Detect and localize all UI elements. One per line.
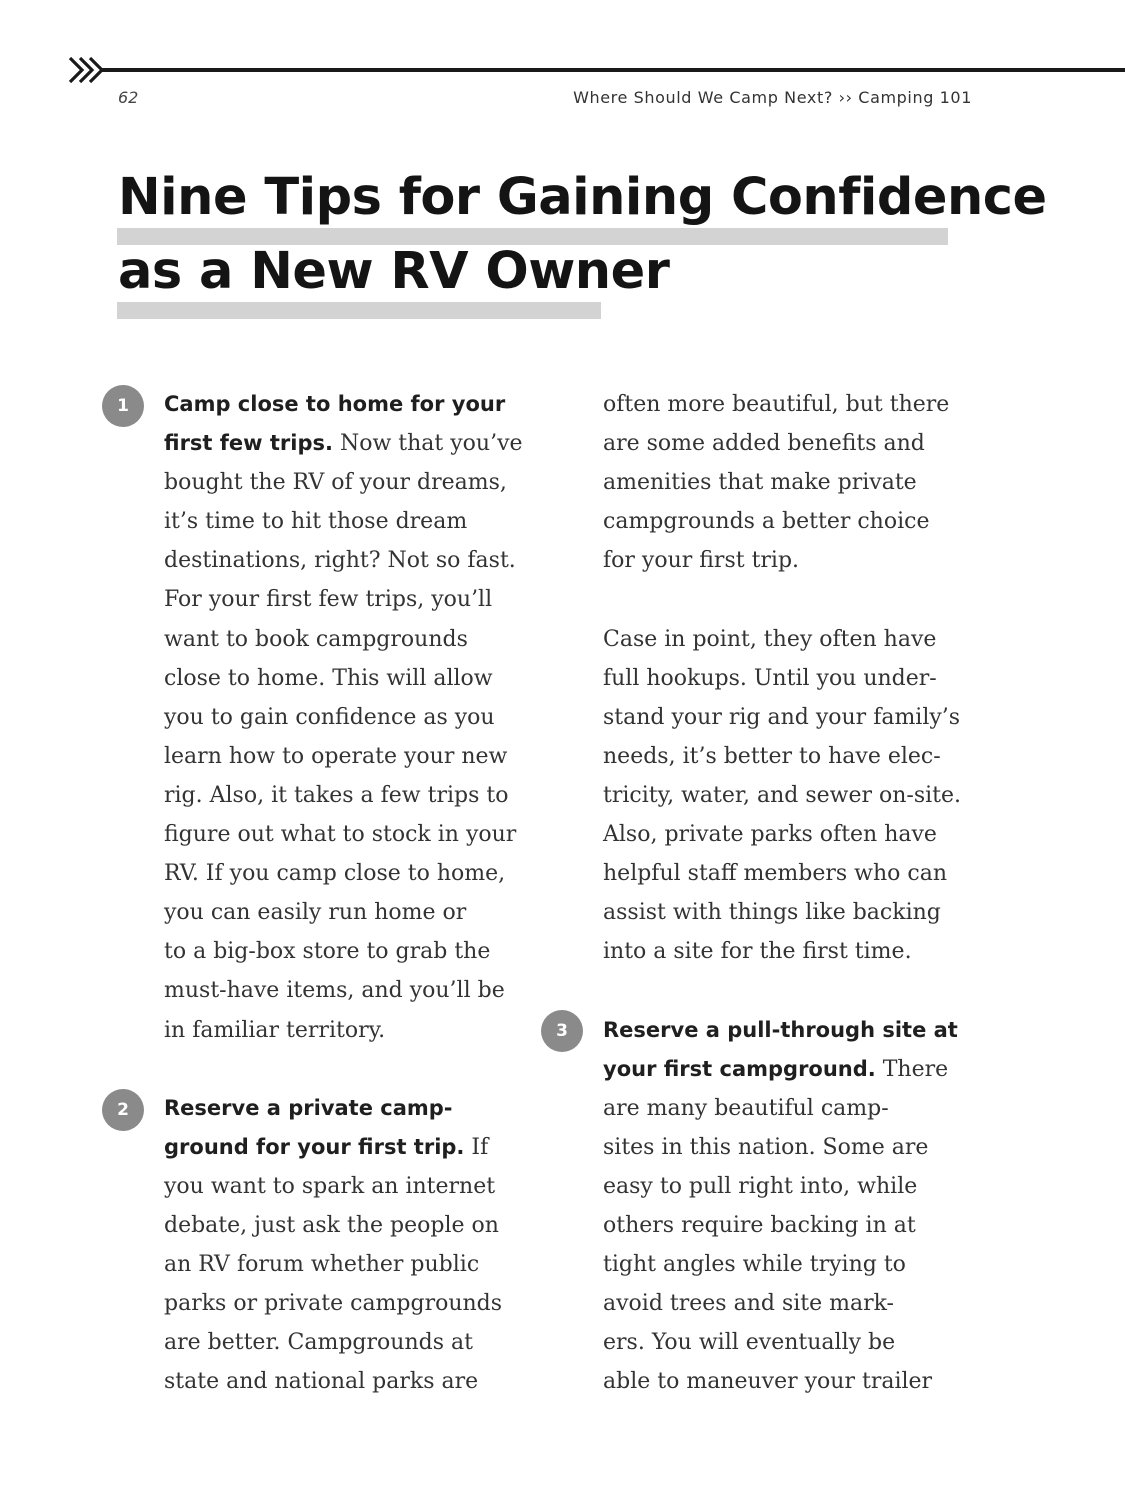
text-line: you to gain confidence as you [164,704,495,730]
page-number: 62 [118,88,139,107]
text-line: stand your rig and your family’s [603,704,961,730]
tip-heading: Reserve a pull-through site at [603,1017,958,1042]
tip-heading: Camp close to home for your [164,392,506,416]
arrow-fletching-icon [68,56,108,84]
body-text: If [464,1134,489,1160]
text-line: in familiar territory. [164,1017,386,1043]
text-line: learn how to operate your new [164,743,508,769]
text-line: tricity, water, and sewer on-site. [603,782,962,808]
tip-number-badge-3: 3 [541,1010,583,1052]
body-text: Now that you’ve [332,431,523,457]
text-line: amenities that make private [603,470,917,496]
text-line: are many beautiful camp- [603,1095,889,1121]
paragraph-gap [164,1050,536,1089]
tip-heading: your first campground. [603,1056,876,1081]
page-title-line-2: as a New RV Owner [118,242,670,301]
page-title-line-1: Nine Tips for Gaining Confidence [118,168,1047,227]
text-line: sites in this nation. Some are [603,1134,929,1160]
text-line: rig. Also, it takes a few trips to [164,782,509,808]
text-line: close to home. This will allow [164,665,493,691]
paragraph-gap [603,971,983,1010]
text-line: tight angles while trying to [603,1252,906,1278]
text-line: figure out what to stock in your [164,822,517,848]
text-line [164,424,536,463]
text-line: want to book campgrounds [164,626,468,652]
text-line: For your first few trips, you’ll [164,587,493,613]
text-line: for your first trip. [603,548,800,574]
text-line: full hookups. Until you under- [603,665,937,691]
text-line [164,1089,536,1128]
tip-heading: Reserve a private camp- [164,1095,453,1120]
text-line: must-have items, and you’ll be [164,978,505,1004]
text-line: are some added benefits and [603,431,925,457]
tip-heading: ground for your first trip. [164,1134,465,1159]
text-line: ers. You will eventually be [603,1330,896,1356]
title-highlight-2 [117,302,601,319]
text-line: to a big-box store to grab the [164,939,491,965]
text-line: into a site for the first time. [603,939,912,965]
text-line: destinations, right? Not so fast. [164,548,516,574]
text-line: assist with things like backing [603,900,941,926]
text-line: an RV forum whether public [164,1252,480,1278]
text-line: debate, just ask the people on [164,1212,499,1238]
text-line [164,1128,536,1167]
text-line [164,385,536,424]
text-line: it’s time to hit those dream [164,509,468,535]
text-line: helpful staff members who can [603,861,948,887]
text-column-left [164,385,536,1401]
text-line: you can easily run home or [164,900,467,926]
text-line: Case in point, they often have [603,626,937,652]
text-line: parks or private campgrounds [164,1291,503,1317]
text-line: bought the RV of your dreams, [164,470,507,496]
tip-number-badge-2: 2 [102,1089,144,1131]
running-head: Where Should We Camp Next? ›› Camping 101 [573,88,972,107]
tip-number-badge-1: 1 [102,385,144,427]
body-text: There [875,1056,949,1082]
paragraph-gap [603,580,983,619]
text-line: state and national parks are [164,1369,479,1395]
text-line [603,1050,983,1089]
tip-heading: first few trips. [164,431,333,456]
text-line: easy to pull right into, while [603,1173,918,1199]
text-line: others require backing in at [603,1212,916,1238]
text-line: Also, private parks often have [603,822,937,848]
text-column-right [603,385,983,1401]
text-line: you want to spark an internet [164,1173,496,1199]
text-line: able to maneuver your trailer [603,1369,933,1395]
text-line [603,1011,983,1050]
text-line: needs, it’s better to have elec- [603,743,941,769]
text-line: campgrounds a better choice [603,509,930,535]
header-rule [100,68,1125,72]
text-line: are better. Campgrounds at [164,1330,473,1356]
text-line: often more beautiful, but there [603,392,950,417]
text-line: avoid trees and site mark- [603,1291,894,1317]
text-line: RV. If you camp close to home, [164,861,506,887]
